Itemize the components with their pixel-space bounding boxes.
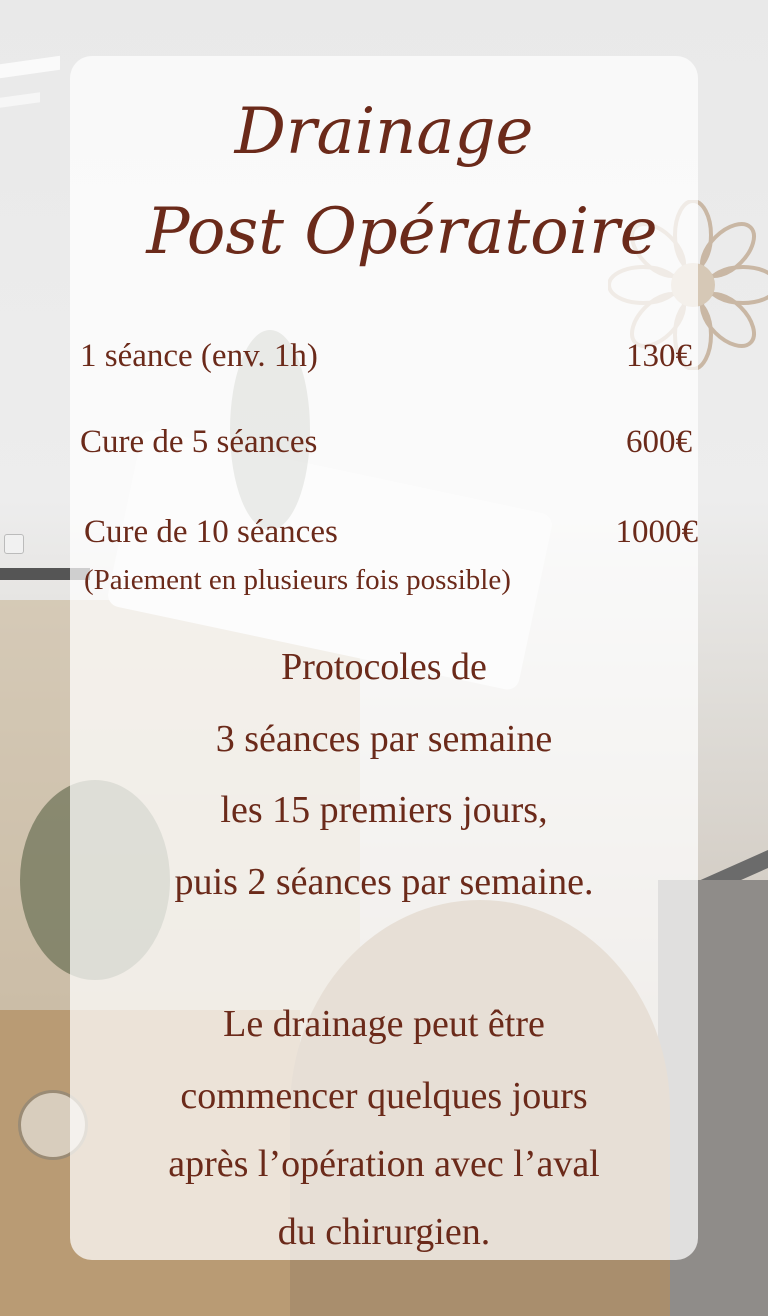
protocol-line-3: les 15 premiers jours, xyxy=(220,789,548,831)
protocol-line-2: 3 séances par semaine xyxy=(215,718,553,760)
price-label-2: Cure de 5 séances xyxy=(80,424,318,460)
info-line-4: du chirurgien. xyxy=(277,1211,491,1253)
protocol-line-4: puis 2 séances par semaine. xyxy=(174,861,594,903)
protocol-line-1: Protocoles de xyxy=(281,646,487,688)
price-label-3: Cure de 10 séances xyxy=(84,514,338,550)
title-line-2: Post Opératoire xyxy=(146,195,658,269)
price-value-2: 600€ xyxy=(626,424,692,460)
info-line-2: commencer quelques jours xyxy=(180,1075,588,1117)
price-value-1: 130€ xyxy=(626,338,692,374)
wall-outlet xyxy=(4,534,24,554)
info-line-3: après l’opération avec l’aval xyxy=(168,1143,600,1185)
info-line-1: Le drainage peut être xyxy=(223,1003,545,1045)
price-label-1: 1 séance (env. 1h) xyxy=(80,338,318,374)
ceiling-light xyxy=(0,56,60,78)
payment-note: (Paiement en plusieurs fois possible) xyxy=(84,564,511,596)
title-line-1: Drainage xyxy=(234,95,534,169)
price-value-3: 1000€ xyxy=(615,514,698,550)
